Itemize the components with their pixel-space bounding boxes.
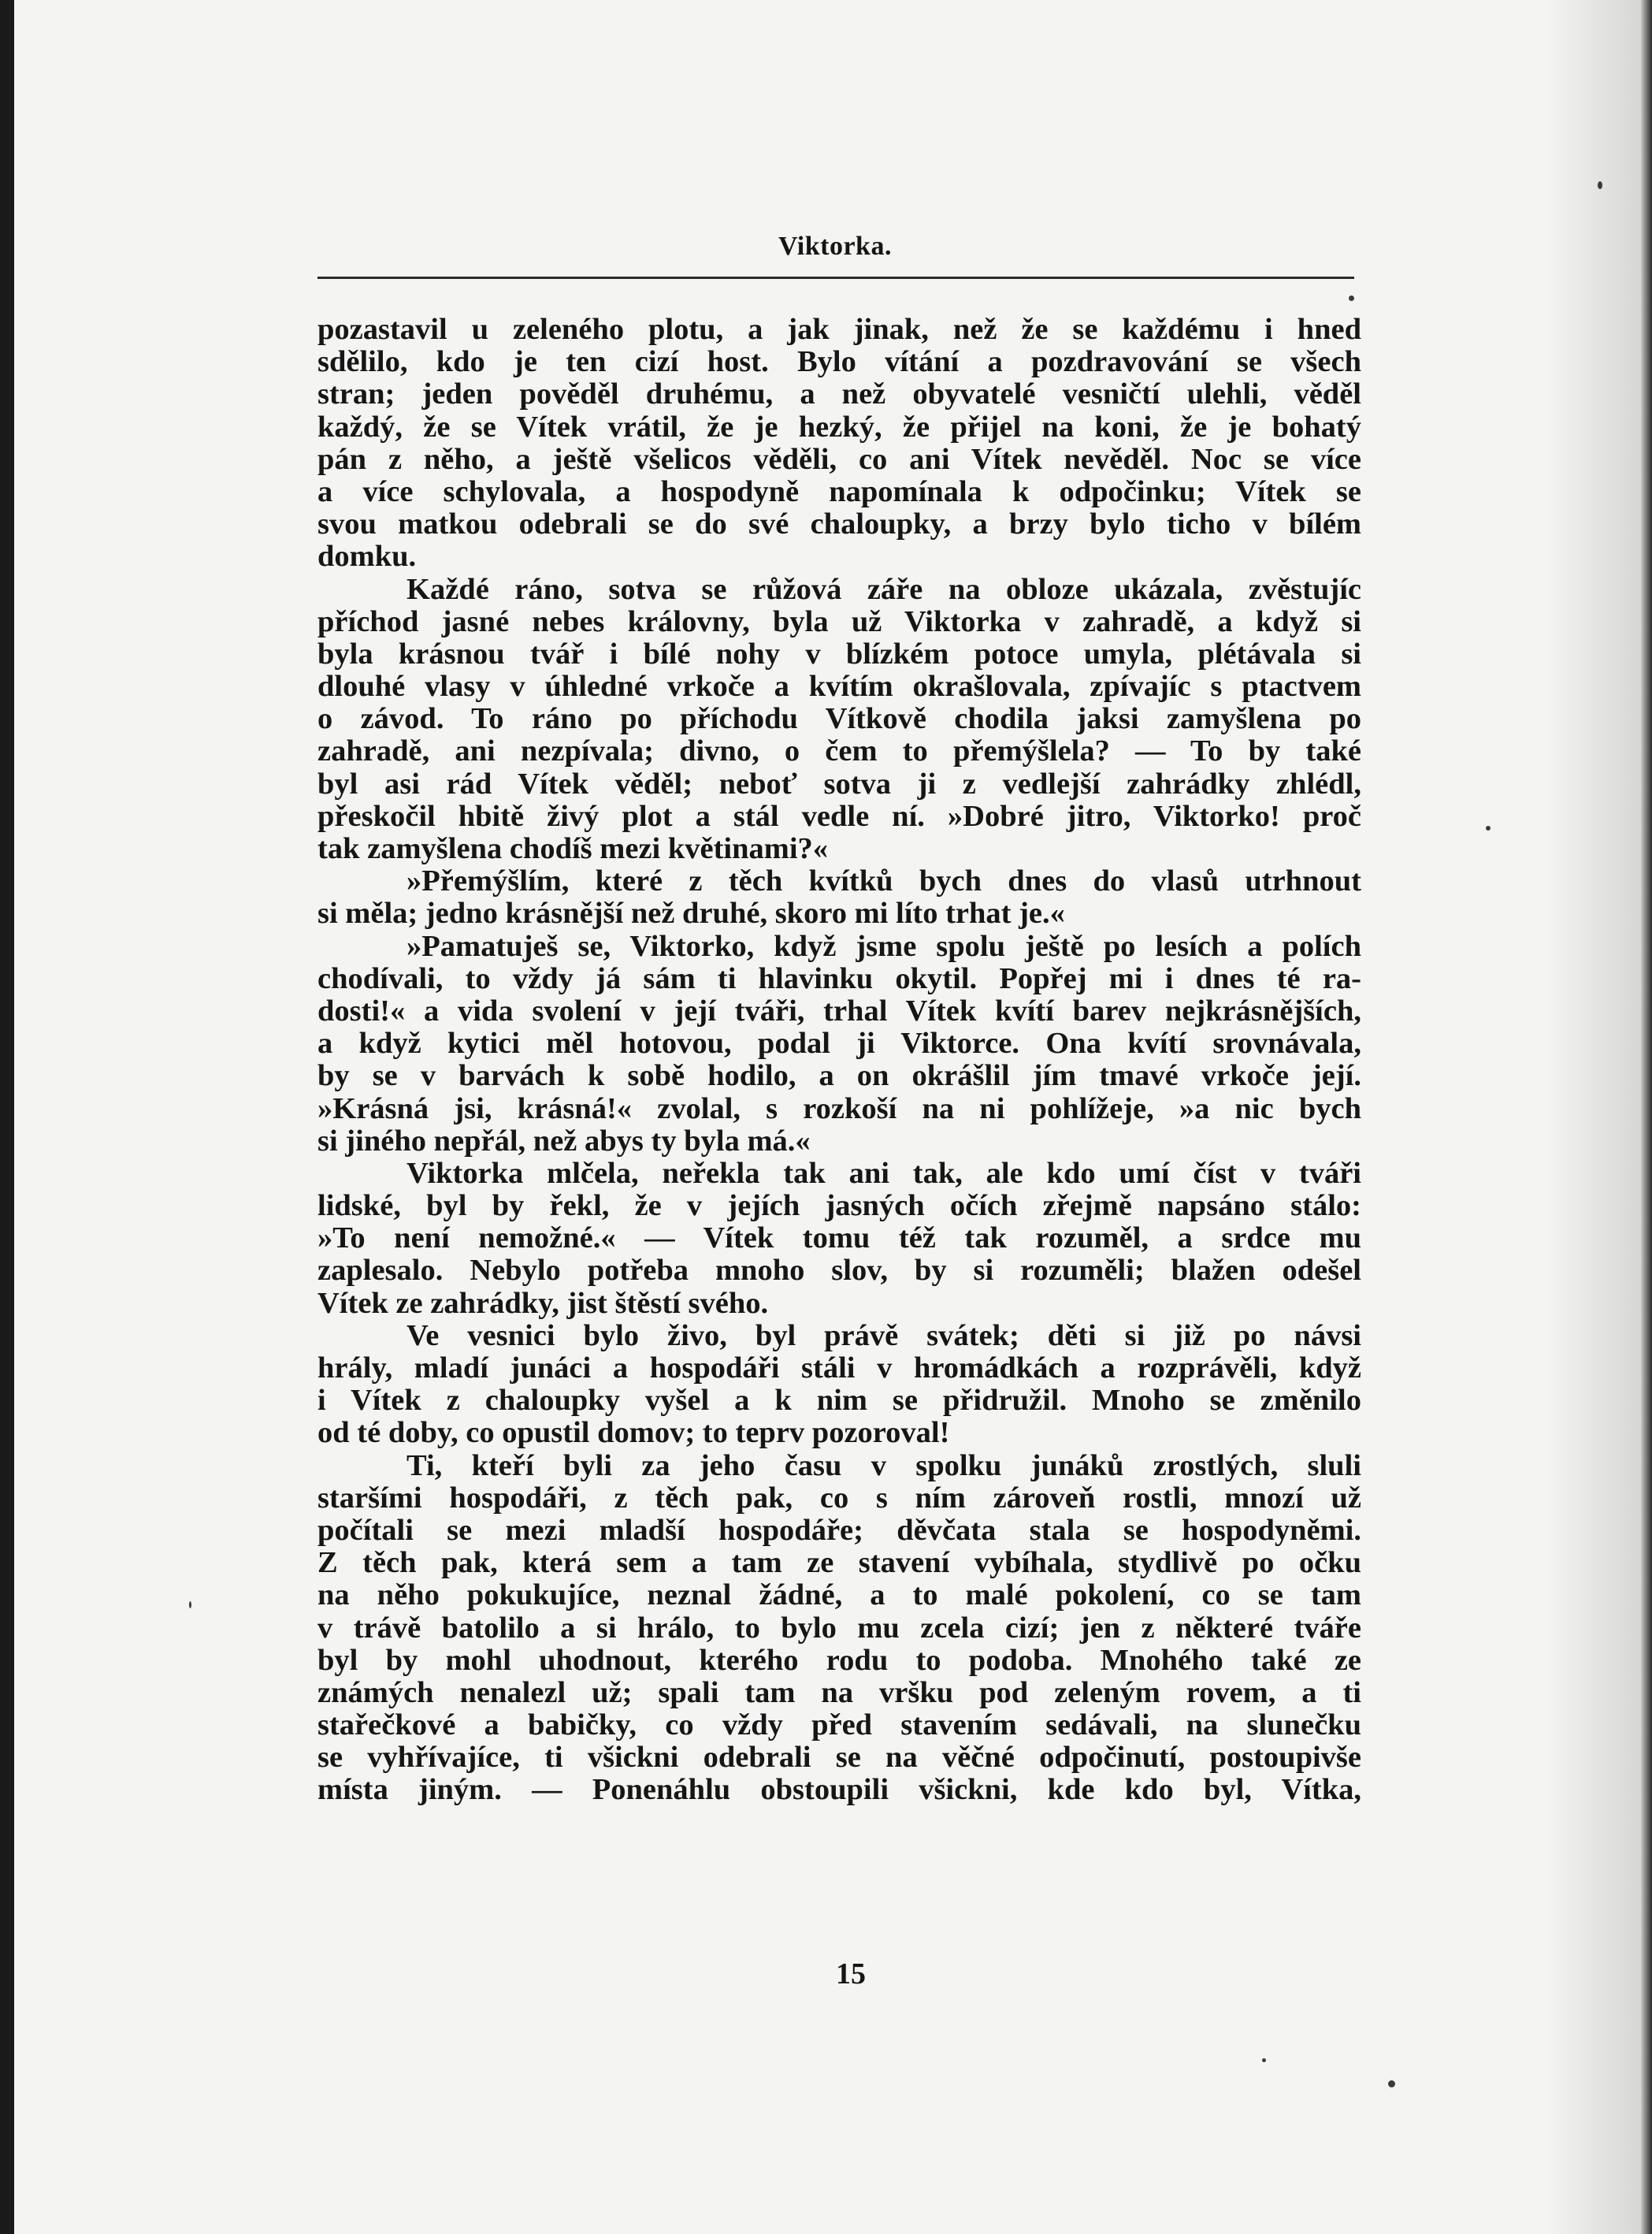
text-line: v trávě batolilo a si hrálo, to bylo mu zcela cizí; jen z některé tváře [317,1611,1361,1645]
text-line: »Přemýšlím, které z těch kvítků bych dnes do vlasů utrhnout [407,864,1361,898]
text-line: zahradě, ani nezpívala; divno, o čem to přemýšlela? — To by také [317,734,1361,768]
text-line: »Pamatuješ se, Viktorko, když jsme spolu ještě po lesích a polích [407,929,1361,963]
running-head: Viktorka. [778,232,892,261]
text-line: staršími hospodáři, z těch pak, co s ním zároveň rostli, mnozí už [317,1481,1361,1515]
text-line: přeskočil hbitě živý plot a stál vedle ní. »Dobré jitro, Viktorko! proč [317,799,1361,833]
scan-speck [1598,181,1602,189]
text-line: pán z něho, a ještě všelicos věděli, co ani Vítek nevěděl. Noc se více [317,442,1361,476]
text-line: domku. [317,540,417,574]
text-line: svou matkou odebrali se do své chaloupky, a brzy bylo ticho v bílém [317,507,1361,541]
text-line: od té doby, co opustil domov; to teprv pozoroval! [317,1416,950,1450]
page-number: 15 [836,1957,866,1991]
text-line: lidské, byl by řekl, že v jejích jasných očích zřejmě napsáno stálo: [317,1189,1361,1223]
scan-edge-right [1641,0,1652,2234]
text-line: každý, že se Vítek vrátil, že je hezký, že přijel na koni, že je bohatý [317,410,1361,444]
text-line: dosti!« a vida svolení v její tváři, trhal Vítek kvítí barev nejkrásnějších, [317,994,1361,1028]
text-line: Z těch pak, která sem a tam ze stavení vybíhala, stydlivě po očku [317,1546,1361,1580]
text-line: o závod. To ráno po příchodu Vítkově chodila jaksi zamyšlena po [317,702,1361,736]
text-line: sdělilo, kdo je ten cizí host. Bylo vítání a pozdravování se všech [317,345,1361,379]
scan-speck [1388,2080,1395,2087]
text-line: Vítek ze zahrádky, jist štěstí svého. [317,1286,769,1320]
text-line: Viktorka mlčela, neřekla tak ani tak, ale kdo umí číst v tváři [407,1156,1361,1190]
text-line: na něho pokukujíce, neznal žádné, a to malé pokolení, co se tam [317,1578,1361,1612]
scan-speck [1486,826,1491,831]
text-line: byla krásnou tvář i bílé nohy v blízkém potoce umyla, plétávala si [317,637,1361,671]
text-line: si měla; jedno krásnější než druhé, skoro mi líto trhat je.« [317,897,1065,931]
text-line: zaplesalo. Nebylo potřeba mnoho slov, by si rozuměli; blažen odešel [317,1254,1361,1288]
text-line: byl asi rád Vítek věděl; neboť sotva ji z vedlejší zahrádky zhlédl, [317,767,1361,801]
text-line: Ve vesnici bylo živo, byl právě svátek; děti si již po návsi [407,1318,1361,1352]
body-text [317,314,1361,1807]
text-line: tak zamyšlena chodíš mezi květinami?« [317,832,829,865]
text-line: dlouhé vlasy v úhledné vrkoče a kvítím okrašlovala, zpívajíc s ptactvem [317,670,1361,704]
text-line: stran; jeden pověděl druhému, a než obyvatelé vesničtí ulehli, věděl [317,377,1361,411]
text-line: byl by mohl uhodnout, kterého rodu to podoba. Mnohého také ze [317,1643,1361,1677]
text-line: a když kytici měl hotovou, podal ji Viktorce. Ona kvítí srovnávala, [317,1027,1361,1061]
text-line: a více schylovala, a hospodyně napomínala k odpočinku; Vítek se [317,474,1361,508]
text-line: počítali se mezi mladší hospodáře; děvčata stala se hospodyněmi. [317,1513,1361,1547]
text-line: příchod jasné nebes královny, byla už Viktorka v zahradě, a když si [317,604,1361,638]
text-line: si jiného nepřál, než abys ty byla má.« [317,1124,811,1158]
text-line: »Krásná jsi, krásná!« zvolal, s rozkoší na ni pohlížeje, »a nic bych [317,1091,1361,1125]
scan-edge-left [0,0,14,2234]
text-line: se vyhřívajíce, ti všickni odebrali se na věčné odpočinutí, postoupivše [317,1741,1361,1775]
scan-speck [189,1601,191,1608]
text-line: Ti, kteří byli za jeho času v spolku junáků zrostlých, sluli [407,1448,1361,1482]
header-rule [317,277,1354,279]
text-line: by se v barvách k sobě hodilo, a on okrášlil jím tmavé vrkoče její. [317,1059,1361,1093]
scan-speck [1262,2058,1266,2062]
text-line: »To není nemožné.« — Vítek tomu též tak rozuměl, a srdce mu [317,1221,1361,1255]
scan-shadow-right [1546,0,1641,2234]
text-line: stařečkové a babičky, co vždy před stavením sedávali, na slunečku [317,1708,1361,1742]
text-line: pozastavil u zeleného plotu, a jak jinak, než že se každému i hned [317,313,1361,346]
text-line: místa jiným. — Ponenáhlu obstoupili všickni, kde kdo byl, Vítka, [317,1773,1361,1807]
text-line: chodívali, to vždy já sám ti hlavinku okytil. Popřej mi i dnes té ra- [317,961,1361,995]
text-line: i Vítek z chaloupky vyšel a k nim se přidružil. Mnoho se změnilo [317,1384,1361,1418]
text-line: známých nenalezl už; spali tam na vršku pod zeleným rovem, a ti [317,1675,1361,1709]
text-line: hrály, mladí junáci a hospodáři stáli v hromádkách a rozprávěli, když [317,1351,1361,1385]
scan-speck [1349,296,1354,301]
text-line: Každé ráno, sotva se růžová záře na obloze ukázala, zvěstujíc [407,572,1361,606]
